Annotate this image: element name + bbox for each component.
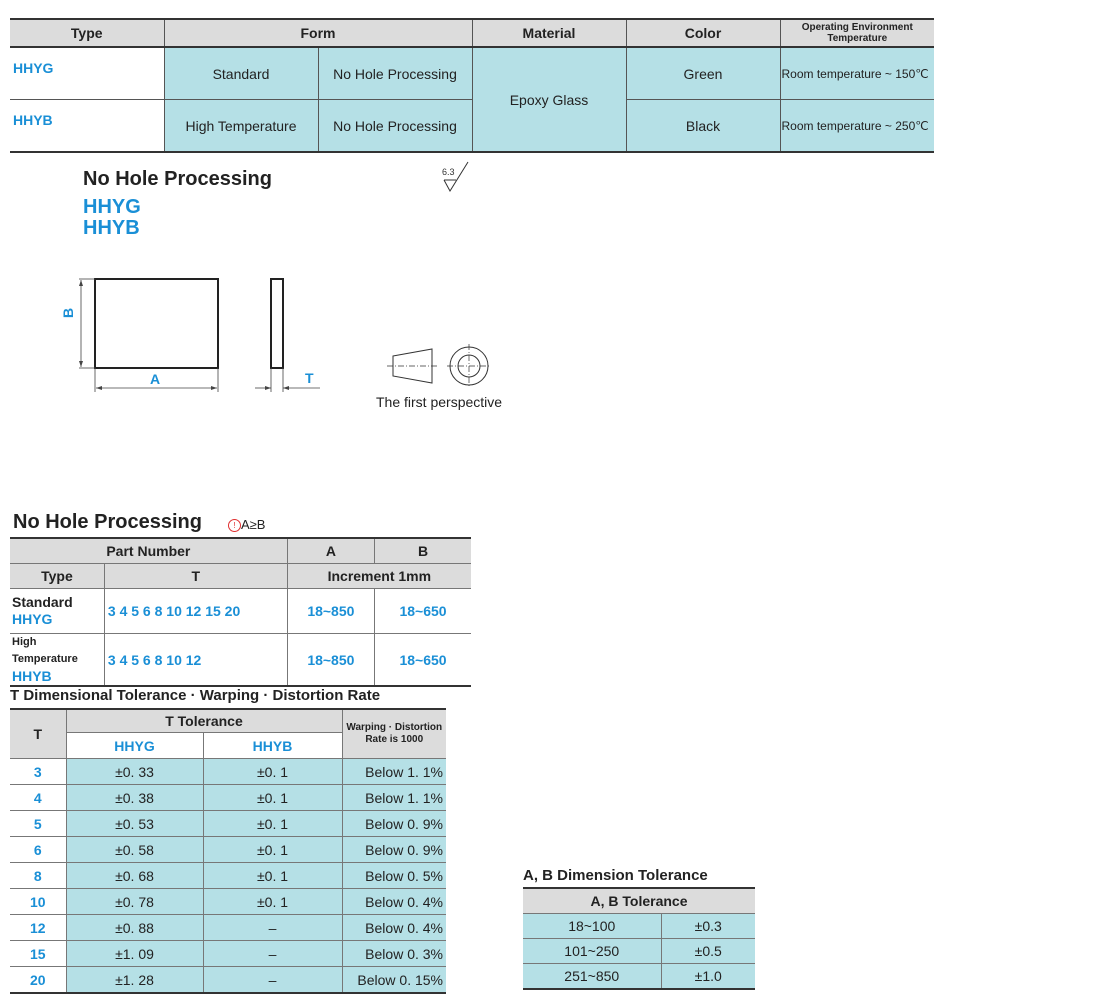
ab-range: 18~100 bbox=[523, 914, 661, 939]
tolerance-title: T Dimensional Tolerance · Warping · Distortion Rate bbox=[10, 687, 381, 704]
type-hhyg: HHYG bbox=[83, 196, 141, 218]
header-type: Type bbox=[10, 564, 104, 589]
row-form: Standard bbox=[164, 47, 318, 100]
table-row bbox=[10, 863, 446, 889]
roughness-mark-icon bbox=[438, 160, 472, 194]
warp-rate: Below 0. 4% bbox=[342, 915, 446, 941]
plate-drawing bbox=[55, 270, 335, 395]
warp-rate: Below 0. 9% bbox=[342, 837, 446, 863]
header-t: T bbox=[10, 709, 66, 759]
row-processing: No Hole Processing bbox=[318, 100, 472, 153]
hhyg-tol: ±0. 33 bbox=[66, 759, 203, 785]
perspective-label: The first perspective bbox=[376, 394, 503, 410]
note-text: A≥B bbox=[241, 517, 266, 532]
hhyg-tol: ±0. 53 bbox=[66, 811, 203, 837]
ab-tol: ±0.3 bbox=[661, 914, 755, 939]
dim-b-label: B bbox=[60, 307, 76, 318]
table-row bbox=[10, 941, 446, 967]
table-row bbox=[523, 914, 755, 939]
header-part-number: Part Number bbox=[10, 538, 287, 564]
t-value: 15 bbox=[10, 941, 66, 967]
ab-tolerance-table bbox=[523, 887, 755, 990]
row-type: HHYG bbox=[10, 47, 164, 100]
hhyb-tol: ±0. 1 bbox=[203, 889, 342, 915]
hhyg-tol: ±0. 58 bbox=[66, 837, 203, 863]
roughness-value: 6.3 bbox=[442, 167, 455, 177]
b-range: 18~650 bbox=[375, 589, 471, 634]
ab-range: 101~250 bbox=[523, 939, 661, 964]
header-increment: Increment 1mm bbox=[287, 564, 471, 589]
row-processing: No Hole Processing bbox=[318, 47, 472, 100]
header-form: Form bbox=[164, 19, 472, 47]
material-cell: Epoxy Glass bbox=[472, 47, 626, 152]
t-values: 3 4 5 6 8 10 12 bbox=[104, 634, 287, 687]
header-a: A bbox=[287, 538, 374, 564]
table-row bbox=[10, 811, 446, 837]
part-type-cell bbox=[10, 634, 104, 687]
type-hhyb: HHYB bbox=[83, 217, 140, 239]
ab-tol: ±0.5 bbox=[661, 939, 755, 964]
t-value: 4 bbox=[10, 785, 66, 811]
hhyg-tol: ±1. 09 bbox=[66, 941, 203, 967]
table-row bbox=[523, 964, 755, 990]
table-row bbox=[10, 785, 446, 811]
hhyb-tol: ±0. 1 bbox=[203, 785, 342, 811]
header-t-tolerance: T Tolerance bbox=[66, 709, 342, 733]
part-number-table bbox=[10, 537, 471, 687]
hhyg-tol: ±0. 88 bbox=[66, 915, 203, 941]
row-type: HHYB bbox=[10, 100, 164, 153]
header-t: T bbox=[104, 564, 287, 589]
spec-table bbox=[10, 18, 934, 153]
row-env: Room temperature ~ 250℃ bbox=[780, 100, 934, 153]
section1-types bbox=[83, 197, 141, 239]
table-row bbox=[10, 837, 446, 863]
b-range: 18~650 bbox=[375, 634, 471, 687]
header-warp: Warping · Distortion Rate is 1000 bbox=[342, 709, 446, 759]
ab-range: 251~850 bbox=[523, 964, 661, 990]
table-row bbox=[10, 889, 446, 915]
table-row bbox=[10, 915, 446, 941]
hhyb-tol: – bbox=[203, 915, 342, 941]
section2-title: No Hole Processing bbox=[13, 511, 202, 533]
type-label: High Temperature bbox=[12, 636, 78, 665]
header-b: B bbox=[375, 538, 471, 564]
type-code: HHYB bbox=[12, 668, 52, 684]
t-value: 5 bbox=[10, 811, 66, 837]
hhyb-tol: – bbox=[203, 941, 342, 967]
hhyg-tol: ±0. 68 bbox=[66, 863, 203, 889]
hhyb-tol: ±0. 1 bbox=[203, 863, 342, 889]
table-row bbox=[10, 967, 446, 994]
header-hhyg: HHYG bbox=[66, 733, 203, 759]
header-env: Operating Environment Temperature bbox=[780, 19, 934, 47]
t-value: 10 bbox=[10, 889, 66, 915]
t-value: 12 bbox=[10, 915, 66, 941]
dim-a-label: A bbox=[150, 371, 161, 387]
t-values: 3 4 5 6 8 10 12 15 20 bbox=[104, 589, 287, 634]
ab-tol: ±1.0 bbox=[661, 964, 755, 990]
projection-symbol-icon bbox=[385, 344, 495, 388]
header-color: Color bbox=[626, 19, 780, 47]
warp-rate: Below 0. 15% bbox=[342, 967, 446, 994]
warp-rate: Below 0. 5% bbox=[342, 863, 446, 889]
warp-rate: Below 0. 3% bbox=[342, 941, 446, 967]
hhyb-tol: ±0. 1 bbox=[203, 837, 342, 863]
dim-t-label: T bbox=[305, 370, 314, 386]
section1-title: No Hole Processing bbox=[83, 168, 272, 190]
row-color: Green bbox=[626, 47, 780, 100]
header-type: Type bbox=[10, 19, 164, 47]
t-value: 6 bbox=[10, 837, 66, 863]
type-label: Standard bbox=[12, 594, 73, 610]
hhyg-tol: ±0. 78 bbox=[66, 889, 203, 915]
warp-rate: Below 0. 4% bbox=[342, 889, 446, 915]
table-row bbox=[523, 939, 755, 964]
row-env: Room temperature ~ 150℃ bbox=[780, 47, 934, 100]
hhyb-tol: ±0. 1 bbox=[203, 759, 342, 785]
ab-tolerance-title: A, B Dimension Tolerance bbox=[523, 867, 708, 884]
ab-header: A, B Tolerance bbox=[523, 888, 755, 914]
type-code: HHYG bbox=[12, 611, 53, 627]
hhyg-tol: ±1. 28 bbox=[66, 967, 203, 994]
t-value: 8 bbox=[10, 863, 66, 889]
tolerance-table bbox=[10, 708, 446, 994]
a-range: 18~850 bbox=[287, 634, 374, 687]
header-material: Material bbox=[472, 19, 626, 47]
warp-rate: Below 0. 9% bbox=[342, 811, 446, 837]
row-color: Black bbox=[626, 100, 780, 153]
hhyb-tol: ±0. 1 bbox=[203, 811, 342, 837]
row-form: High Temperature bbox=[164, 100, 318, 153]
t-value: 20 bbox=[10, 967, 66, 994]
header-hhyb: HHYB bbox=[203, 733, 342, 759]
table-row bbox=[10, 759, 446, 785]
a-range: 18~850 bbox=[287, 589, 374, 634]
hhyg-tol: ±0. 38 bbox=[66, 785, 203, 811]
note-icon: ! bbox=[228, 519, 241, 532]
t-value: 3 bbox=[10, 759, 66, 785]
section2-note bbox=[228, 517, 265, 532]
hhyb-tol: – bbox=[203, 967, 342, 994]
part-type-cell bbox=[10, 589, 104, 634]
warp-rate: Below 1. 1% bbox=[342, 759, 446, 785]
warp-rate: Below 1. 1% bbox=[342, 785, 446, 811]
